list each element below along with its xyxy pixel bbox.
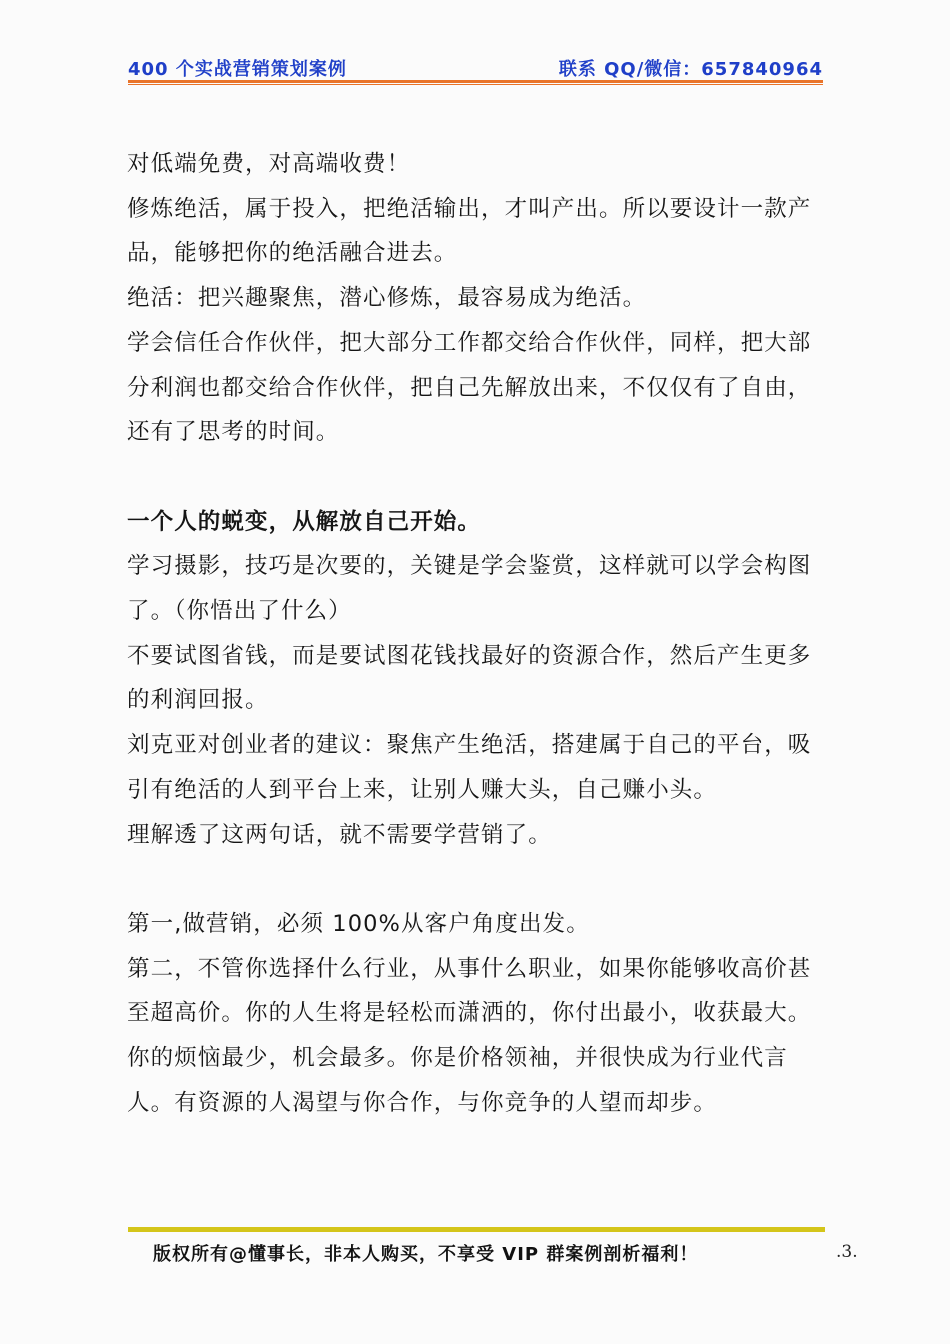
paragraph: 理解透了这两句话，就不需要学营销了。 xyxy=(127,821,552,848)
header-title: 400 个实战营销策划案例 xyxy=(128,59,347,80)
paragraph: 绝活：把兴趣聚焦，潜心修炼，最容易成为绝活。 xyxy=(127,285,647,312)
paragraph-gap xyxy=(127,455,827,500)
page-number: .3. xyxy=(836,1242,858,1262)
paragraph: 学会信任合作伙伴，把大部分工作都交给合作伙伴，同样，把大部分利润也都交给合作伙伴，把自己先解放出来，不仅仅有了自由，还有了思考的时间。 xyxy=(127,329,812,446)
paragraph: 不要试图省钱，而是要试图花钱找最好的资源合作，然后产生更多的利润回报。 xyxy=(127,642,812,714)
page-header xyxy=(128,52,823,82)
paragraph: 修炼绝活，属于投入，把绝活输出，才叫产出。所以要设计一款产品，能够把你的绝活融合进去。 xyxy=(127,195,812,267)
footer-copyright: 版权所有@懂事长，非本人购买，不享受 VIP 群案例剖析福利！ xyxy=(153,1244,699,1265)
paragraph: 刘克亚对创业者的建议：聚焦产生绝活，搭建属于自己的平台，吸引有绝活的人到平台上来，让别人赚大头，自己赚小头。 xyxy=(127,732,812,803)
document-body xyxy=(127,142,827,1125)
header-contact: 联系 QQ/微信：657840964 xyxy=(558,59,823,80)
section-heading: 一个人的蜕变，从解放自己开始。 xyxy=(127,508,482,535)
paragraph: 学习摄影，技巧是次要的，关键是学会鉴赏，这样就可以学会构图了。（你悟出了什么） xyxy=(127,553,812,625)
footer-divider xyxy=(128,1227,825,1232)
paragraph: 对低端免费，对高端收费！ xyxy=(127,151,411,177)
paragraph: 第一,做营销，必须 100%从客户角度出发。 xyxy=(127,910,590,937)
header-divider xyxy=(128,80,823,83)
paragraph-gap xyxy=(127,857,827,902)
paragraph: 第二，不管你选择什么行业，从事什么职业，如果你能够收高价甚至超高价。你的人生将是轻松而潇洒的，你付出最小，收获最大。你的烦恼最少，机会最多。你是价格领袖，并很快成为行业代言人。有资源的人渴望与你合作，与你竞争的人望而却步。 xyxy=(127,955,812,1116)
header-divider-thin xyxy=(128,84,823,85)
